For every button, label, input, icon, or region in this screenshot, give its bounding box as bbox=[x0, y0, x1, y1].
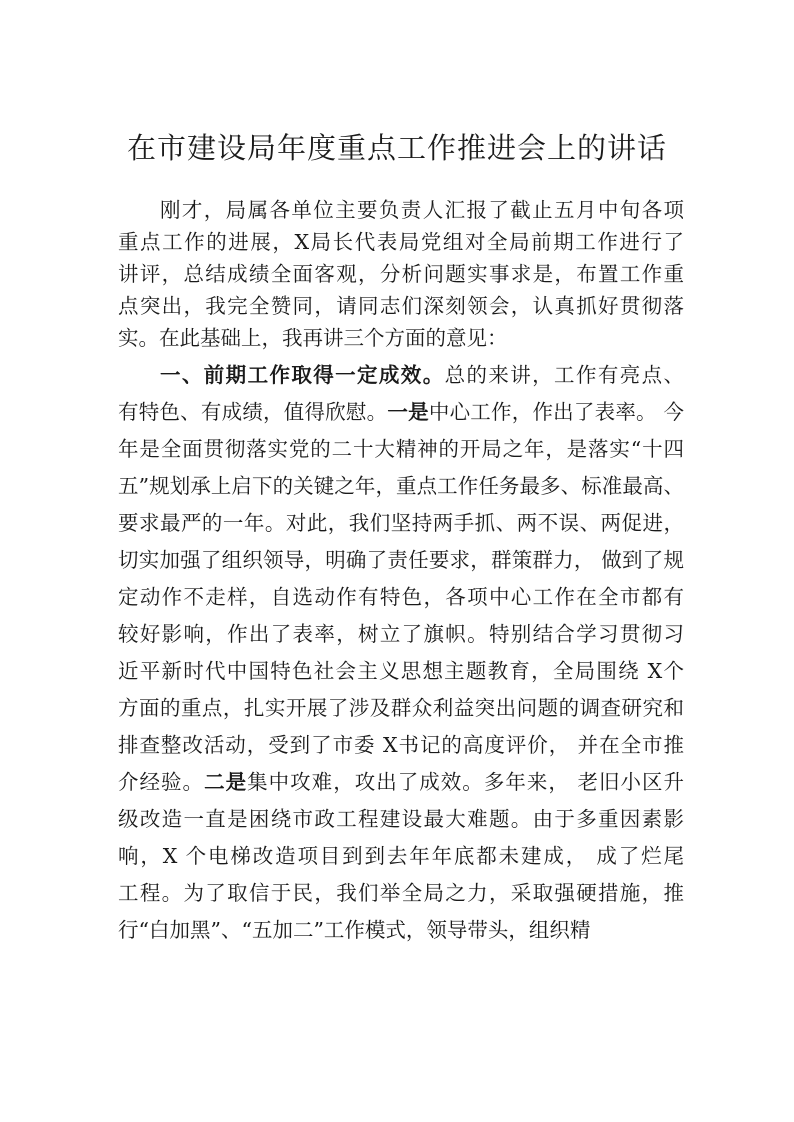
line-text: 讲评，总结成绩全面客观，分析问题实事求是，布置工作重 bbox=[118, 262, 684, 286]
paragraph-line bbox=[118, 397, 684, 427]
paragraph-line bbox=[118, 471, 684, 501]
paragraph-line bbox=[118, 434, 684, 464]
paragraph-line bbox=[118, 656, 684, 686]
line-text: 刚才，局属各单位主要负责人汇报了截止五月中旬各项 bbox=[160, 198, 684, 222]
line-text: 排查整改活动，受到了市委 X书记的高度评价， 并在全市推 bbox=[118, 733, 684, 757]
line-text: 集中攻难，攻出了成效。多年来， 老旧小区升 bbox=[247, 770, 685, 794]
paragraph-line bbox=[118, 227, 684, 257]
line-text: 要求最严的一年。对此，我们坚持两手抓、两不误、两促进， bbox=[118, 511, 684, 535]
line-text: 近平新时代中国特色社会主义思想主题教育，全局围绕 X个 bbox=[118, 659, 684, 683]
paragraph-line bbox=[118, 878, 684, 908]
paragraph-line bbox=[118, 545, 684, 575]
point-marker: 二是 bbox=[204, 770, 248, 794]
section-heading: 一、前期工作取得一定成效。 bbox=[160, 363, 445, 387]
paragraph-line bbox=[118, 767, 684, 797]
paragraph-line bbox=[118, 259, 684, 289]
line-text: 响，X 个电梯改造项目到到去年年底都未建成， 成了烂尾 bbox=[118, 844, 684, 868]
paragraph-line bbox=[118, 841, 684, 871]
paragraph-line bbox=[118, 804, 684, 834]
line-text: 中心工作，作出了表率。 今 bbox=[428, 400, 685, 424]
paragraph-line bbox=[160, 360, 684, 390]
line-text: 行“白加黑”、“五加二”工作模式，领导带头，组织精 bbox=[118, 918, 591, 942]
paragraph-line bbox=[118, 582, 684, 612]
line-text: 切实加强了组织领导，明确了责任要求，群策群力， 做到了规 bbox=[118, 548, 684, 572]
paragraph-line bbox=[118, 619, 684, 649]
paragraph-line bbox=[118, 730, 684, 760]
paragraph-line bbox=[118, 323, 684, 353]
line-text: 级改造一直是困绕市政工程建设最大难题。由于多重因素影 bbox=[118, 807, 684, 831]
line-text: 工程。为了取信于民，我们举全局之力，采取强硬措施，推 bbox=[118, 881, 684, 905]
line-text: 总的来讲，工作有亮点、 bbox=[444, 363, 685, 387]
line-text: 有特色、有成绩，值得欣慰。 bbox=[118, 400, 388, 424]
line-text: 年是全面贯彻落实党的二十大精神的开局之年，是落实“十四 bbox=[118, 437, 684, 461]
paragraph-line bbox=[118, 915, 684, 945]
paragraph-line bbox=[160, 195, 684, 225]
paragraph-line bbox=[118, 291, 684, 321]
page-title: 在市建设局年度重点工作推进会上的讲话 bbox=[126, 131, 667, 165]
point-marker: 一是 bbox=[387, 400, 429, 424]
paragraph-line bbox=[118, 693, 684, 723]
line-text: 方面的重点，扎实开展了涉及群众利益突出问题的调查研究和 bbox=[118, 696, 684, 720]
line-text: 点突出，我完全赞同，请同志们深刻领会，认真抓好贯彻落 bbox=[118, 294, 684, 318]
line-text: 重点工作的进展，X局长代表局党组对全局前期工作进行了 bbox=[118, 230, 684, 254]
paragraph-line bbox=[118, 508, 684, 538]
line-text: 较好影响，作出了表率，树立了旗帜。特别结合学习贯彻习 bbox=[118, 622, 684, 646]
line-text: 介经验。 bbox=[118, 770, 205, 794]
line-text: 五”规划承上启下的关键之年，重点工作任务最多、标准最高、 bbox=[118, 474, 684, 498]
line-text: 实。在此基础上，我再讲三个方面的意见： bbox=[118, 326, 508, 350]
line-text: 定动作不走样，自选动作有特色，各项中心工作在全市都有 bbox=[118, 585, 684, 609]
